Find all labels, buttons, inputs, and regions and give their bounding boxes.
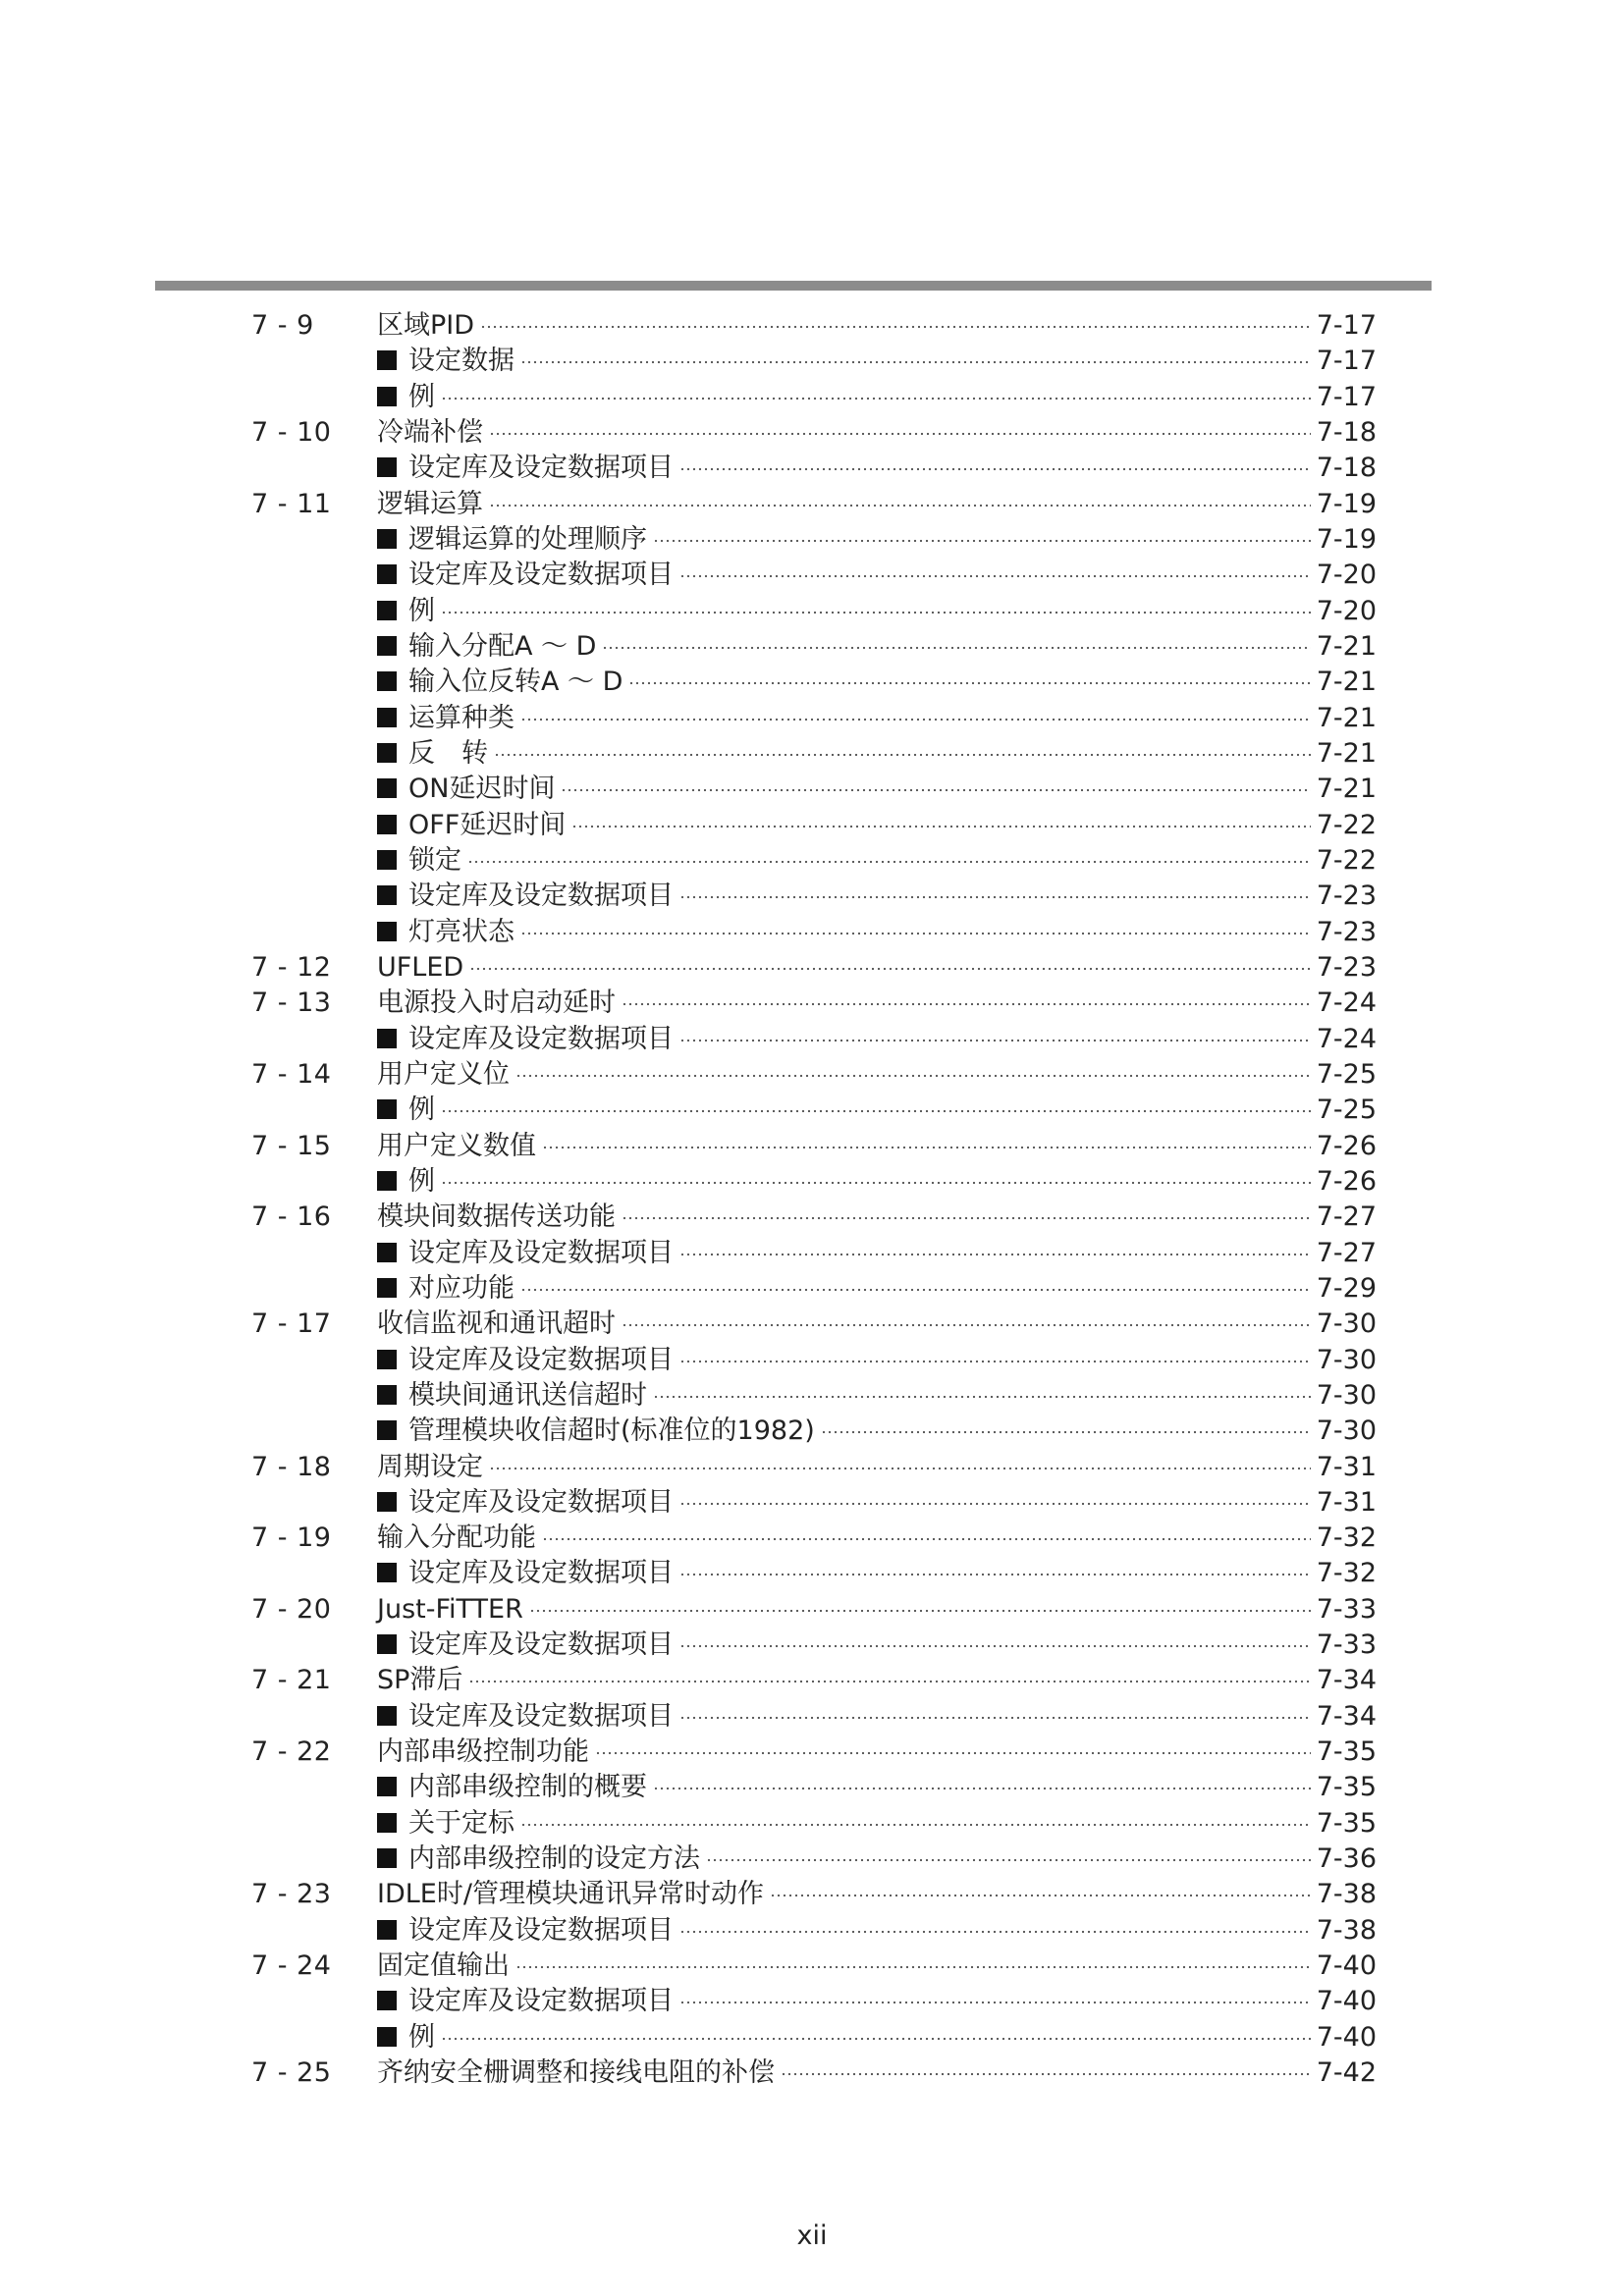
toc-subentry[interactable] xyxy=(251,1164,1377,1200)
entry-title: 电源投入时启动延时 xyxy=(377,988,616,1019)
dot-leader xyxy=(520,932,1311,935)
dot-leader xyxy=(469,967,1311,971)
entry-page: 7-22 xyxy=(1316,809,1377,840)
entry-page: 7-26 xyxy=(1316,1130,1377,1161)
entry-page: 7-34 xyxy=(1316,1700,1377,1732)
toc-entry[interactable] xyxy=(251,1735,1377,1770)
dot-leader xyxy=(489,1467,1311,1470)
bullet-square-icon xyxy=(377,350,397,370)
dot-leader xyxy=(561,788,1310,792)
section-number: 7 - 13 xyxy=(251,988,332,1019)
bullet-square-icon xyxy=(377,1920,397,1940)
entry-title: 区域PID xyxy=(377,310,475,341)
dot-leader xyxy=(622,1323,1311,1327)
dot-leader xyxy=(515,1074,1311,1078)
dot-leader xyxy=(679,1502,1311,1506)
dot-leader xyxy=(653,1395,1311,1399)
dot-leader xyxy=(679,1716,1311,1720)
toc-subentry[interactable] xyxy=(251,915,1377,950)
toc-subentry[interactable] xyxy=(251,522,1377,558)
toc-entry[interactable] xyxy=(251,308,1377,344)
bullet-square-icon xyxy=(377,1385,397,1405)
toc-entry[interactable] xyxy=(251,1057,1377,1093)
toc-subentry[interactable] xyxy=(251,451,1377,486)
entry-title: SP滞后 xyxy=(377,1665,463,1696)
dot-leader xyxy=(542,1146,1311,1149)
dot-leader xyxy=(468,1680,1310,1683)
bullet-square-icon xyxy=(377,815,397,834)
entry-title: 设定库及设定数据项目 xyxy=(408,560,674,591)
toc-subentry[interactable] xyxy=(251,380,1377,415)
toc-entry[interactable] xyxy=(251,986,1377,1021)
section-number: 7 - 18 xyxy=(251,1451,332,1482)
entry-title: 逻辑运算的处理顺序 xyxy=(408,523,647,555)
header-rule xyxy=(155,281,1432,291)
entry-title: Just-FiTTER xyxy=(377,1593,523,1625)
entry-title: 设定库及设定数据项目 xyxy=(408,1558,674,1589)
dot-leader xyxy=(595,1751,1311,1755)
entry-page: 7-21 xyxy=(1316,737,1377,769)
dot-leader xyxy=(770,1894,1311,1897)
section-number: 7 - 14 xyxy=(251,1058,332,1090)
entry-title: 设定库及设定数据项目 xyxy=(408,1023,674,1054)
dot-leader xyxy=(515,1965,1311,1969)
entry-title: 用户定义数值 xyxy=(377,1130,536,1161)
dot-leader xyxy=(441,1109,1311,1113)
entry-title: 周期设定 xyxy=(377,1451,483,1482)
toc-subentry[interactable] xyxy=(251,2020,1377,2056)
entry-title: 运算种类 xyxy=(408,702,514,733)
entry-title: 内部串级控制的设定方法 xyxy=(408,1843,700,1875)
toc-subentry[interactable] xyxy=(251,1556,1377,1591)
bullet-square-icon xyxy=(377,2027,397,2047)
bullet-square-icon xyxy=(377,601,397,620)
section-number: 7 - 22 xyxy=(251,1736,332,1768)
toc-entry[interactable] xyxy=(251,1663,1377,1698)
entry-page: 7-23 xyxy=(1316,951,1377,983)
dot-leader xyxy=(679,467,1311,471)
entry-page: 7-32 xyxy=(1316,1522,1377,1554)
entry-title: 设定库及设定数据项目 xyxy=(408,1629,674,1661)
dot-leader xyxy=(529,1609,1311,1613)
dot-leader xyxy=(679,1039,1311,1042)
entry-page: 7-33 xyxy=(1316,1593,1377,1625)
toc-entry[interactable] xyxy=(251,1592,1377,1628)
bullet-square-icon xyxy=(377,636,397,656)
entry-title: 逻辑运算 xyxy=(377,488,483,519)
entry-page: 7-24 xyxy=(1316,1023,1377,1054)
section-number: 7 - 11 xyxy=(251,488,332,519)
entry-page: 7-30 xyxy=(1316,1415,1377,1447)
entry-title: ON延迟时间 xyxy=(408,774,556,805)
entry-page: 7-42 xyxy=(1316,2057,1377,2089)
bullet-square-icon xyxy=(377,1420,397,1440)
toc-subentry[interactable] xyxy=(251,629,1377,665)
dot-leader xyxy=(622,1002,1311,1006)
toc-subentry[interactable] xyxy=(251,1842,1377,1877)
entry-page: 7-21 xyxy=(1316,667,1377,698)
entry-title: 设定数据 xyxy=(408,346,514,377)
entry-title: 用户定义位 xyxy=(377,1058,510,1090)
entry-page: 7-17 xyxy=(1316,310,1377,341)
section-number: 7 - 24 xyxy=(251,1950,332,1982)
toc-subentry[interactable] xyxy=(251,1236,1377,1271)
entry-page: 7-32 xyxy=(1316,1558,1377,1589)
entry-page: 7-19 xyxy=(1316,523,1377,555)
toc-subentry[interactable] xyxy=(251,1093,1377,1128)
toc-subentry[interactable] xyxy=(251,344,1377,379)
bullet-square-icon xyxy=(377,1706,397,1726)
toc-entry[interactable] xyxy=(251,950,1377,986)
entry-title: 内部串级控制的概要 xyxy=(408,1772,647,1803)
toc-subentry[interactable] xyxy=(251,558,1377,593)
toc-subentry[interactable] xyxy=(251,665,1377,700)
entry-page: 7-36 xyxy=(1316,1843,1377,1875)
entry-page: 7-30 xyxy=(1316,1379,1377,1411)
entry-page: 7-27 xyxy=(1316,1237,1377,1268)
toc-subentry[interactable] xyxy=(251,1022,1377,1057)
entry-page: 7-31 xyxy=(1316,1451,1377,1482)
entry-page: 7-38 xyxy=(1316,1914,1377,1946)
entry-title: 输入分配A ～ D xyxy=(408,630,597,662)
toc-subentry[interactable] xyxy=(251,808,1377,843)
entry-title: 例 xyxy=(408,1095,435,1126)
bullet-square-icon xyxy=(377,1350,397,1369)
entry-page: 7-23 xyxy=(1316,916,1377,947)
dot-leader xyxy=(520,718,1311,721)
entry-page: 7-40 xyxy=(1316,2021,1377,2053)
bullet-square-icon xyxy=(377,1029,397,1048)
dot-leader xyxy=(489,504,1311,507)
dot-leader xyxy=(679,1644,1311,1648)
section-number: 7 - 12 xyxy=(251,951,332,983)
bullet-square-icon xyxy=(377,1848,397,1868)
section-number: 7 - 17 xyxy=(251,1308,332,1340)
toc-entry[interactable] xyxy=(251,1450,1377,1485)
dot-leader xyxy=(542,1537,1311,1541)
section-number: 7 - 23 xyxy=(251,1879,332,1910)
toc-entry[interactable] xyxy=(251,415,1377,451)
entry-title: 模块间通讯送信超时 xyxy=(408,1379,647,1411)
toc-subentry[interactable] xyxy=(251,1485,1377,1521)
entry-page: 7-23 xyxy=(1316,881,1377,912)
section-number: 7 - 19 xyxy=(251,1522,332,1554)
entry-page: 7-35 xyxy=(1316,1807,1377,1839)
dot-leader xyxy=(441,1181,1311,1185)
bullet-square-icon xyxy=(377,387,397,406)
bullet-square-icon xyxy=(377,457,397,477)
table-of-contents xyxy=(251,308,1377,2091)
entry-title: 齐纳安全栅调整和接线电阻的补偿 xyxy=(377,2057,775,2089)
bullet-square-icon xyxy=(377,1171,397,1191)
dot-leader xyxy=(781,2072,1311,2076)
bullet-square-icon xyxy=(377,1563,397,1582)
dot-leader xyxy=(679,895,1311,899)
toc-entry[interactable] xyxy=(251,2056,1377,2091)
entry-title: 例 xyxy=(408,595,435,626)
bullet-square-icon xyxy=(377,1634,397,1654)
entry-title: 设定库及设定数据项目 xyxy=(408,1486,674,1518)
entry-page: 7-34 xyxy=(1316,1665,1377,1696)
toc-subentry[interactable] xyxy=(251,1984,1377,2019)
entry-title: 例 xyxy=(408,2021,435,2053)
entry-title: 设定库及设定数据项目 xyxy=(408,1914,674,1946)
bullet-square-icon xyxy=(377,708,397,727)
toc-entry[interactable] xyxy=(251,1949,1377,1984)
entry-title: 设定库及设定数据项目 xyxy=(408,1237,674,1268)
dot-leader xyxy=(821,1430,1311,1434)
toc-subentry[interactable] xyxy=(251,1628,1377,1663)
entry-page: 7-25 xyxy=(1316,1058,1377,1090)
toc-subentry[interactable] xyxy=(251,1699,1377,1735)
dot-leader xyxy=(679,2001,1311,2004)
dot-leader xyxy=(520,1823,1311,1827)
entry-title: 设定库及设定数据项目 xyxy=(408,1344,674,1375)
bullet-square-icon xyxy=(377,529,397,549)
section-number: 7 - 10 xyxy=(251,416,332,448)
toc-subentry[interactable] xyxy=(251,1271,1377,1307)
entry-title: 输入分配功能 xyxy=(377,1522,536,1554)
section-number: 7 - 20 xyxy=(251,1593,332,1625)
entry-page: 7-30 xyxy=(1316,1308,1377,1340)
entry-page: 7-40 xyxy=(1316,1986,1377,2017)
entry-page: 7-17 xyxy=(1316,381,1377,412)
entry-page: 7-19 xyxy=(1316,488,1377,519)
bullet-square-icon xyxy=(377,671,397,691)
dot-leader xyxy=(679,1573,1311,1576)
dot-leader xyxy=(520,1288,1311,1292)
entry-title: 设定库及设定数据项目 xyxy=(408,1986,674,2017)
toc-subentry[interactable] xyxy=(251,1806,1377,1842)
dot-leader xyxy=(441,611,1311,614)
toc-entry[interactable] xyxy=(251,487,1377,522)
entry-title: 内部串级控制功能 xyxy=(377,1736,589,1768)
entry-title: 反 转 xyxy=(408,737,488,769)
entry-page: 7-20 xyxy=(1316,560,1377,591)
dot-leader xyxy=(602,646,1310,650)
entry-page: 7-25 xyxy=(1316,1095,1377,1126)
dot-leader xyxy=(480,325,1311,329)
entry-title: IDLE时/管理模块通讯异常时动作 xyxy=(377,1879,764,1910)
entry-page: 7-35 xyxy=(1316,1772,1377,1803)
toc-subentry[interactable] xyxy=(251,1414,1377,1449)
bullet-square-icon xyxy=(377,1492,397,1512)
bullet-square-icon xyxy=(377,885,397,905)
entry-page: 7-21 xyxy=(1316,702,1377,733)
dot-leader xyxy=(441,2037,1311,2041)
entry-title: 灯亮状态 xyxy=(408,916,514,947)
bullet-square-icon xyxy=(377,1991,397,2010)
dot-leader xyxy=(653,1787,1311,1790)
entry-title: 锁定 xyxy=(408,844,461,876)
dot-leader xyxy=(441,397,1311,400)
entry-title: 模块间数据传送功能 xyxy=(377,1201,616,1233)
bullet-square-icon xyxy=(377,1278,397,1298)
section-number: 7 - 15 xyxy=(251,1130,332,1161)
section-number: 7 - 16 xyxy=(251,1201,332,1233)
toc-subentry[interactable] xyxy=(251,1913,1377,1949)
entry-title: 收信监视和通讯超时 xyxy=(377,1308,616,1340)
entry-title: 冷端补偿 xyxy=(377,416,483,448)
toc-entry[interactable] xyxy=(251,1307,1377,1342)
toc-subentry[interactable] xyxy=(251,701,1377,736)
entry-title: 设定库及设定数据项目 xyxy=(408,881,674,912)
entry-page: 7-35 xyxy=(1316,1736,1377,1768)
toc-subentry[interactable] xyxy=(251,736,1377,772)
entry-page: 7-20 xyxy=(1316,595,1377,626)
bullet-square-icon xyxy=(377,1813,397,1833)
dot-leader xyxy=(679,574,1311,578)
entry-page: 7-22 xyxy=(1316,844,1377,876)
bullet-square-icon xyxy=(377,922,397,941)
entry-page: 7-21 xyxy=(1316,630,1377,662)
entry-page: 7-17 xyxy=(1316,346,1377,377)
toc-subentry[interactable] xyxy=(251,1378,1377,1414)
toc-subentry[interactable] xyxy=(251,1770,1377,1805)
entry-title: 设定库及设定数据项目 xyxy=(408,1700,674,1732)
toc-subentry[interactable] xyxy=(251,1343,1377,1378)
toc-subentry[interactable] xyxy=(251,879,1377,914)
section-number: 7 - 21 xyxy=(251,1665,332,1696)
entry-title: 例 xyxy=(408,1165,435,1197)
entry-title: 设定库及设定数据项目 xyxy=(408,453,674,484)
bullet-square-icon xyxy=(377,564,397,584)
toc-subentry[interactable] xyxy=(251,594,1377,629)
dot-leader xyxy=(653,539,1311,543)
entry-page: 7-24 xyxy=(1316,988,1377,1019)
dot-leader xyxy=(628,681,1310,685)
toc-subentry[interactable] xyxy=(251,843,1377,879)
entry-title: 固定值输出 xyxy=(377,1950,510,1982)
toc-entry[interactable] xyxy=(251,1521,1377,1556)
entry-page: 7-21 xyxy=(1316,774,1377,805)
dot-leader xyxy=(571,825,1310,828)
dot-leader xyxy=(706,1858,1311,1862)
dot-leader xyxy=(679,1930,1311,1934)
dot-leader xyxy=(679,1253,1311,1256)
entry-page: 7-18 xyxy=(1316,416,1377,448)
entry-page: 7-27 xyxy=(1316,1201,1377,1233)
entry-page: 7-30 xyxy=(1316,1344,1377,1375)
dot-leader xyxy=(679,1360,1311,1363)
section-number: 7 - 25 xyxy=(251,2057,332,2089)
page-number: xii xyxy=(796,2220,828,2251)
toc-entry[interactable] xyxy=(251,1129,1377,1164)
dot-leader xyxy=(489,432,1311,436)
entry-page: 7-38 xyxy=(1316,1879,1377,1910)
entry-title: 对应功能 xyxy=(408,1272,514,1304)
bullet-square-icon xyxy=(377,1777,397,1796)
entry-title: 管理模块收信超时(标准位的1982) xyxy=(408,1415,815,1447)
toc-entry[interactable] xyxy=(251,1877,1377,1912)
bullet-square-icon xyxy=(377,743,397,763)
bullet-square-icon xyxy=(377,850,397,870)
toc-subentry[interactable] xyxy=(251,772,1377,807)
entry-title: OFF延迟时间 xyxy=(408,809,567,840)
dot-leader xyxy=(622,1216,1311,1220)
entry-page: 7-26 xyxy=(1316,1165,1377,1197)
toc-entry[interactable] xyxy=(251,1200,1377,1235)
bullet-square-icon xyxy=(377,1243,397,1262)
entry-page: 7-31 xyxy=(1316,1486,1377,1518)
dot-leader xyxy=(467,860,1311,864)
bullet-square-icon xyxy=(377,1099,397,1119)
dot-leader xyxy=(494,753,1311,757)
dot-leader xyxy=(520,360,1311,364)
bullet-square-icon xyxy=(377,778,397,798)
entry-page: 7-18 xyxy=(1316,453,1377,484)
entry-title: 关于定标 xyxy=(408,1807,514,1839)
entry-title: UFLED xyxy=(377,951,464,983)
section-number: 7 - 9 xyxy=(251,310,314,341)
entry-title: 例 xyxy=(408,381,435,412)
entry-title: 输入位反转A ～ D xyxy=(408,667,623,698)
entry-page: 7-40 xyxy=(1316,1950,1377,1982)
entry-page: 7-33 xyxy=(1316,1629,1377,1661)
entry-page: 7-29 xyxy=(1316,1272,1377,1304)
